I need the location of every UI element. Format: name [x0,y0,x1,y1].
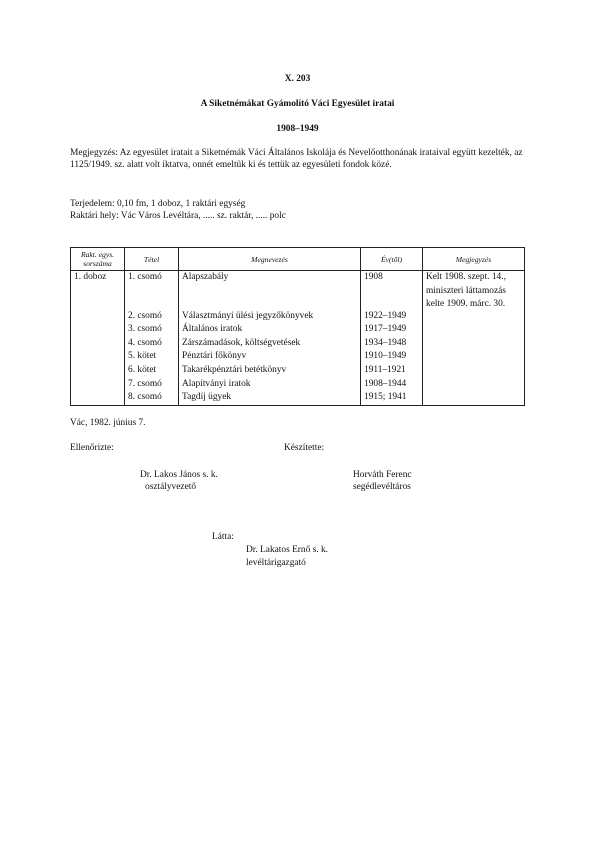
checked-label: Ellenőrizte: [70,443,114,453]
fond-title: A Siketnémákat Gyámolító Váci Egyesület iratai [200,99,395,109]
cell-year: 1934–1948 [361,337,423,351]
table-row [71,364,525,378]
table-row [71,271,525,285]
cell-name: Tagdíj ügyek [179,391,361,405]
checker-role: osztályvezető [145,482,197,492]
table-row [71,350,525,364]
cell-name: Alapítványi iratok [179,378,361,392]
cell-year: 1908–1944 [361,378,423,392]
cell-year: 1915; 1941 [361,391,423,405]
location-line: Raktári hely: Vác Város Levéltára, ..... sz. raktár, ..... polc [70,211,286,221]
table-row [71,337,525,351]
cell-name: Általános iratok [179,323,361,337]
cell-item: 4. csomó [125,337,179,351]
cell-item: 3. csomó [125,323,179,337]
cell-item: 8. csomó [125,391,179,405]
inventory-table [70,247,525,406]
cell-name: Zárszámadások, költségvetések [179,337,361,351]
cell-year: 1911–1921 [361,364,423,378]
preparer-name: Horváth Ferenc [353,470,412,480]
cell-name: Pénztári főkönyv [179,350,361,364]
checker-name: Dr. Lakos János s. k. [140,470,218,480]
cell-year: 1910–1949 [361,350,423,364]
cell-year: 1917–1949 [361,323,423,337]
header-name: Megnevezés [179,248,361,271]
seen-label: Látta: [212,532,234,542]
preparer-role: segédlevéltáros [353,482,411,492]
cell-unit: 1. doboz [71,271,125,285]
cell-note [423,337,525,351]
cell-note [423,391,525,405]
director-role: levéltárigazgató [246,558,306,568]
table-row [71,323,525,337]
cell-item: 1. csomó [125,271,179,285]
cell-name: Alapszabály [179,271,361,285]
cell-note [423,350,525,364]
cell-note [423,378,525,392]
cell-unit [71,323,125,337]
cell-item: 7. csomó [125,378,179,392]
note-paragraph: Megjegyzés: Az egyesület iratait a Siketnémák Váci Általános Iskolája és Nevelőotthonának irataival együtt kezelték, az 1125/1949. sz. alatt volt iktatva, onnét emeltük ki és tettük az egyesületi fondok közé. [70,148,523,170]
cell-note: Kelt 1908. szept. 14., miniszteri láttamozás kelte 1909. márc. 30. [423,271,525,324]
cell-item: 5. kötet [125,350,179,364]
fond-code: X. 203 [284,74,311,84]
cell-note [423,323,525,337]
date-line: Vác, 1982. június 7. [70,418,146,428]
header-item: Tétel [125,248,179,271]
cell-unit [71,337,125,351]
cell-unit [71,391,125,405]
table-header-row [71,248,525,271]
header-unit: Rakt. egys. sorszáma [71,248,125,271]
table-row [71,391,525,405]
cell-item: 2. csomó [125,285,179,324]
cell-year: 1908 [361,271,423,285]
cell-unit [71,285,125,324]
fond-years: 1908–1949 [276,124,319,134]
table-row [71,378,525,392]
cell-note [423,364,525,378]
cell-name: Takarékpénztári betétkönyv [179,364,361,378]
cell-name: Választmányi ülési jegyzőkönyvek [179,285,361,324]
director-name: Dr. Lakatos Ernő s. k. [246,545,329,555]
extent-line: Terjedelem: 0,10 fm, 1 doboz, 1 raktári egység [70,199,246,209]
cell-unit [71,378,125,392]
header-year: Év(től) [361,248,423,271]
cell-unit [71,350,125,364]
cell-unit [71,364,125,378]
cell-item: 6. kötet [125,364,179,378]
prepared-label: Készítette: [284,443,325,453]
cell-year: 1922–1949 [361,285,423,324]
header-note: Megjegyzés [423,248,525,271]
